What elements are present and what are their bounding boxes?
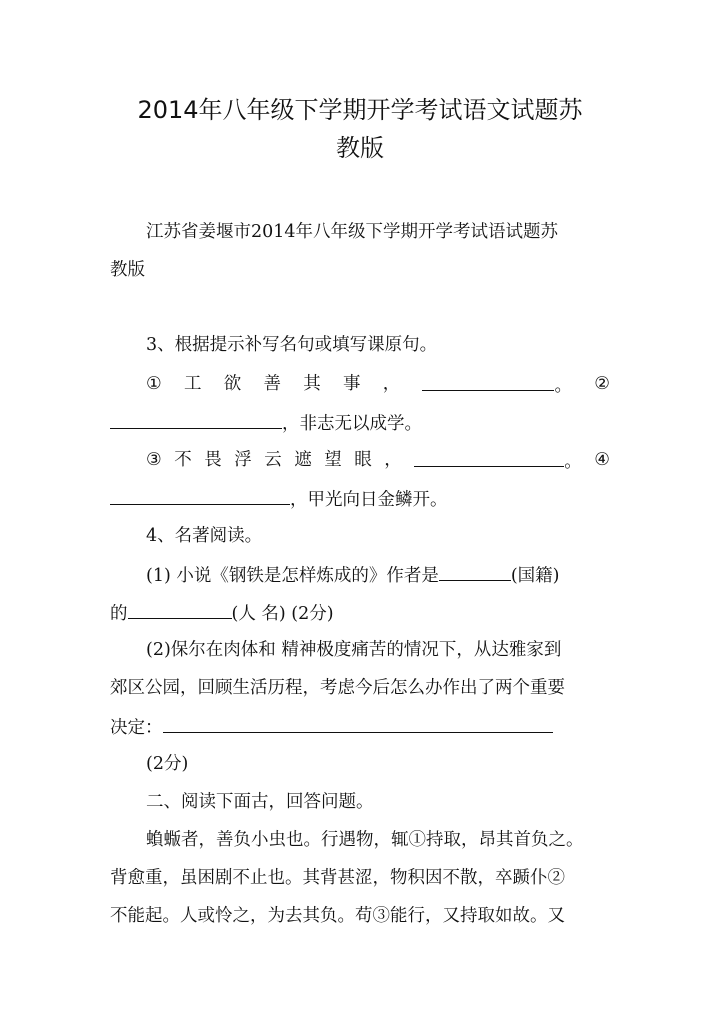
q4-heading: 4、名著阅读。 (146, 526, 263, 546)
q4-sub2-score: (2分) (146, 754, 189, 774)
q3-item3 (146, 448, 610, 474)
q4-sub1-line2: 的 (人 名) (2分) (110, 600, 334, 626)
blank-line (439, 562, 511, 581)
section2-paragraph-line1: 蝜蝂者，善负小虫也。行遇物，辄①持取，昂其首负之。 (146, 830, 584, 850)
q3-item2-marker: ② (594, 374, 610, 394)
q4-sub2-line1: (2)保尔在肉体和 精神极度痛苦的情况下，从达雅家到 (146, 640, 562, 660)
q4-sub2-line3: 决定： (110, 714, 553, 740)
blank-line (110, 410, 282, 429)
q3-item1-char: 善 (263, 374, 281, 394)
document-title-line2: 教版 (336, 134, 384, 162)
intro-line1: 江苏省姜堰市2014年八年级下学期开学考试语试题苏 (146, 222, 559, 242)
q3-item1-char: 其 (303, 374, 321, 394)
q4-sub1-line1: (1) 小说《钢铁是怎样炼成的》作者是 (国籍) (146, 562, 560, 588)
q3-item2: ，非志无以成学。 (110, 410, 422, 436)
q3-heading: 3、根据提示补写名句或填写课原句。 (146, 335, 438, 355)
q3-item3-char: 浮 (234, 450, 252, 470)
q3-item1-char: 工 (183, 374, 202, 394)
q3-item4: ，甲光向日金鳞开。 (110, 486, 448, 512)
q3-item3-char: 望 (324, 450, 342, 470)
blank-line (128, 600, 232, 619)
q3-item3-char: 云 (264, 450, 282, 470)
q4-sub2-line2: 郊区公园，回顾生活历程，考虑今后怎么办作出了两个重要 (110, 678, 565, 698)
q3-item3-char: 遮 (294, 450, 312, 470)
blank-line (110, 486, 290, 505)
q3-item4-marker: ④ (594, 450, 610, 470)
q3-item1 (146, 372, 610, 398)
q3-item1-char: 欲 (223, 374, 242, 394)
q3-item1-char: 事 (342, 374, 361, 394)
blank-line (163, 714, 553, 733)
q3-item3-char: ， (384, 450, 402, 470)
q3-item3-char: 眼 (354, 450, 372, 470)
blank-line (422, 372, 554, 391)
document-title-line1: 2014年八年级下学期开学考试语文试题苏 (137, 96, 583, 124)
q3-item1-answer: 。 (422, 372, 572, 398)
intro-line2: 教版 (110, 260, 145, 280)
q3-item3-char: 不 (174, 450, 192, 470)
section2-heading: 二、阅读下面古，回答问题。 (146, 792, 374, 812)
q3-item3-answer: 。 (414, 448, 582, 474)
q3-item3-char: ③ (146, 450, 162, 470)
q3-item3-char: 畏 (204, 450, 222, 470)
q3-item1-char: ① (146, 374, 162, 394)
q3-item1-char: ， (382, 374, 401, 394)
section2-paragraph-line3: 不能起。人或怜之，为去其负。苟③能行，又持取如故。又 (110, 906, 565, 926)
blank-line (414, 448, 564, 467)
section2-paragraph-line2: 背愈重，虽困剧不止也。其背甚涩，物积因不散，卒踬仆② (110, 868, 565, 888)
